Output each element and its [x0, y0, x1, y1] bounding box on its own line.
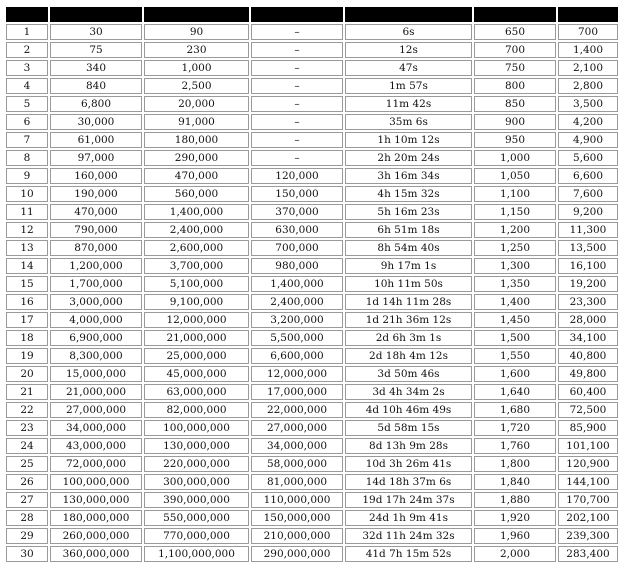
table-cell: 290,000,000	[251, 546, 343, 562]
table-cell: 1,720	[474, 420, 556, 436]
table-cell: 650	[474, 24, 556, 40]
table-cell: 3,000,000	[50, 294, 142, 310]
table-cell: –	[251, 114, 343, 130]
table-cell: 750	[474, 60, 556, 76]
table-cell: 5,100,000	[144, 276, 249, 292]
table-cell: 13,500	[558, 240, 618, 256]
table-cell: 72,500	[558, 402, 618, 418]
table-cell: 840	[50, 78, 142, 94]
table-cell: 10h 11m 50s	[345, 276, 472, 292]
table-cell: 16,100	[558, 258, 618, 274]
table-cell: 100,000,000	[144, 420, 249, 436]
table-cell: 90	[144, 24, 249, 40]
table-cell: 16	[6, 294, 48, 310]
table-cell: 144,100	[558, 474, 618, 490]
table-row	[6, 294, 618, 310]
table-row	[6, 348, 618, 364]
table-cell: 28,000	[558, 312, 618, 328]
table-cell: 8,300,000	[50, 348, 142, 364]
table-cell: 12,000,000	[144, 312, 249, 328]
table-cell: 85,900	[558, 420, 618, 436]
table-row	[6, 186, 618, 202]
table-cell: 26	[6, 474, 48, 490]
table-row	[6, 528, 618, 544]
table-cell: 27	[6, 492, 48, 508]
table-row	[6, 222, 618, 238]
table-cell: –	[251, 42, 343, 58]
table-cell: 7	[6, 132, 48, 148]
table-cell: 150,000,000	[251, 510, 343, 526]
table-row	[6, 312, 618, 328]
table-cell: 9,200	[558, 204, 618, 220]
table-row	[6, 546, 618, 562]
table-cell: 11,300	[558, 222, 618, 238]
table-cell: –	[251, 78, 343, 94]
table-cell: 10d 3h 26m 41s	[345, 456, 472, 472]
table-row	[6, 474, 618, 490]
table-cell: 120,000	[251, 168, 343, 184]
table-cell: 1d 21h 36m 12s	[345, 312, 472, 328]
table-cell: 5d 58m 15s	[345, 420, 472, 436]
table-cell: 9	[6, 168, 48, 184]
table-cell: 81,000,000	[251, 474, 343, 490]
table-cell: 6,600,000	[251, 348, 343, 364]
table-cell: 1,150	[474, 204, 556, 220]
table-cell: 4d 10h 46m 49s	[345, 402, 472, 418]
table-cell: 130,000,000	[144, 438, 249, 454]
table-cell: 61,000	[50, 132, 142, 148]
table-row	[6, 492, 618, 508]
table-cell: 220,000,000	[144, 456, 249, 472]
table-cell: 15,000,000	[50, 366, 142, 382]
table-cell: 1,200,000	[50, 258, 142, 274]
table-cell: 2,800	[558, 78, 618, 94]
table-cell: 800	[474, 78, 556, 94]
table-cell: 1,880	[474, 492, 556, 508]
table-row	[6, 204, 618, 220]
table-cell: 1,500	[474, 330, 556, 346]
table-cell: 160,000	[50, 168, 142, 184]
table-cell: 22	[6, 402, 48, 418]
table-cell: 19	[6, 348, 48, 364]
table-cell: 25	[6, 456, 48, 472]
table-cell: –	[251, 60, 343, 76]
table-row	[6, 60, 618, 76]
table-cell: 1,960	[474, 528, 556, 544]
table-cell: 180,000	[144, 132, 249, 148]
table-cell: 34,100	[558, 330, 618, 346]
table-cell: 7,600	[558, 186, 618, 202]
table-cell: 11m 42s	[345, 96, 472, 112]
table-cell: 17	[6, 312, 48, 328]
table-cell: 23	[6, 420, 48, 436]
table-cell: 21,000,000	[144, 330, 249, 346]
table-row	[6, 384, 618, 400]
table-cell: 11	[6, 204, 48, 220]
column-header	[144, 7, 249, 22]
column-header	[50, 7, 142, 22]
column-header	[6, 7, 48, 22]
table-cell: 1,100	[474, 186, 556, 202]
table-cell: 18	[6, 330, 48, 346]
table-cell: 63,000,000	[144, 384, 249, 400]
table-cell: 24	[6, 438, 48, 454]
table-row	[6, 240, 618, 256]
table-row	[6, 258, 618, 274]
table-cell: 1,550	[474, 348, 556, 364]
table-cell: 9h 17m 1s	[345, 258, 472, 274]
table-cell: 260,000,000	[50, 528, 142, 544]
table-cell: 190,000	[50, 186, 142, 202]
table-cell: 1,840	[474, 474, 556, 490]
table-cell: 17,000,000	[251, 384, 343, 400]
table-cell: 5,600	[558, 150, 618, 166]
table-cell: 82,000,000	[144, 402, 249, 418]
table-cell: 550,000,000	[144, 510, 249, 526]
table-cell: 1h 10m 12s	[345, 132, 472, 148]
table-cell: 370,000	[251, 204, 343, 220]
table-cell: 1d 14h 11m 28s	[345, 294, 472, 310]
table-cell: 770,000,000	[144, 528, 249, 544]
table-cell: 1,600	[474, 366, 556, 382]
table-cell: 230	[144, 42, 249, 58]
table-cell: 1,100,000,000	[144, 546, 249, 562]
table-cell: 180,000,000	[50, 510, 142, 526]
table-cell: 15	[6, 276, 48, 292]
table-cell: 12,000,000	[251, 366, 343, 382]
table-cell: 20	[6, 366, 48, 382]
table-cell: 1,760	[474, 438, 556, 454]
table-cell: 14d 18h 37m 6s	[345, 474, 472, 490]
table-cell: 3,700,000	[144, 258, 249, 274]
column-header	[558, 7, 618, 22]
table-cell: 3d 50m 46s	[345, 366, 472, 382]
table-row	[6, 114, 618, 130]
table-cell: 900	[474, 114, 556, 130]
table-cell: 22,000,000	[251, 402, 343, 418]
table-cell: 43,000,000	[50, 438, 142, 454]
table-cell: 390,000,000	[144, 492, 249, 508]
table-cell: 97,000	[50, 150, 142, 166]
table-cell: 27,000,000	[50, 402, 142, 418]
table-cell: 8	[6, 150, 48, 166]
table-cell: 2d 6h 3m 1s	[345, 330, 472, 346]
table-cell: 45,000,000	[144, 366, 249, 382]
column-header	[345, 7, 472, 22]
table-cell: 2,600,000	[144, 240, 249, 256]
table-cell: 91,000	[144, 114, 249, 130]
table-cell: 2,400,000	[251, 294, 343, 310]
table-cell: 700	[558, 24, 618, 40]
table-cell: 6	[6, 114, 48, 130]
table-cell: 21	[6, 384, 48, 400]
table-cell: 1,250	[474, 240, 556, 256]
table-cell: 2d 18h 4m 12s	[345, 348, 472, 364]
table-cell: 6,800	[50, 96, 142, 112]
table-cell: 29	[6, 528, 48, 544]
table-cell: 6h 51m 18s	[345, 222, 472, 238]
table-cell: 3,500	[558, 96, 618, 112]
table-cell: 35m 6s	[345, 114, 472, 130]
table-cell: 210,000,000	[251, 528, 343, 544]
table-cell: 470,000	[50, 204, 142, 220]
table-cell: 470,000	[144, 168, 249, 184]
table-cell: 850	[474, 96, 556, 112]
table-cell: 340	[50, 60, 142, 76]
table-cell: 4,000,000	[50, 312, 142, 328]
table-cell: 30	[50, 24, 142, 40]
table-cell: 4	[6, 78, 48, 94]
table-cell: 27,000,000	[251, 420, 343, 436]
table-cell: 100,000,000	[50, 474, 142, 490]
table-cell: 2,100	[558, 60, 618, 76]
table-cell: 1m 57s	[345, 78, 472, 94]
table-cell: 2,400,000	[144, 222, 249, 238]
table-cell: 1,400,000	[251, 276, 343, 292]
table-cell: 40,800	[558, 348, 618, 364]
table-row	[6, 330, 618, 346]
table-row	[6, 78, 618, 94]
table-cell: 75	[50, 42, 142, 58]
table-row	[6, 438, 618, 454]
table-cell: 1,400	[474, 294, 556, 310]
table-row	[6, 366, 618, 382]
table-cell: 5h 16m 23s	[345, 204, 472, 220]
table-cell: 30,000	[50, 114, 142, 130]
table-cell: 34,000,000	[251, 438, 343, 454]
table-cell: 1,400	[558, 42, 618, 58]
table-cell: 1,800	[474, 456, 556, 472]
table-cell: 72,000,000	[50, 456, 142, 472]
table-cell: 560,000	[144, 186, 249, 202]
table-cell: 49,800	[558, 366, 618, 382]
table-cell: 283,400	[558, 546, 618, 562]
table-cell: 12s	[345, 42, 472, 58]
table-cell: 980,000	[251, 258, 343, 274]
table-cell: 10	[6, 186, 48, 202]
table-row	[6, 96, 618, 112]
table-cell: 4,900	[558, 132, 618, 148]
table-cell: 24d 1h 9m 41s	[345, 510, 472, 526]
table-cell: 1,300	[474, 258, 556, 274]
table-cell: 30	[6, 546, 48, 562]
table-cell: 23,300	[558, 294, 618, 310]
table-cell: 34,000,000	[50, 420, 142, 436]
table-cell: 28	[6, 510, 48, 526]
table-cell: 8d 13h 9m 28s	[345, 438, 472, 454]
table-cell: 2	[6, 42, 48, 58]
table-cell: 19d 17h 24m 37s	[345, 492, 472, 508]
table-header-row	[6, 7, 618, 22]
table-cell: 700,000	[251, 240, 343, 256]
table-cell: 120,900	[558, 456, 618, 472]
table-cell: 360,000,000	[50, 546, 142, 562]
table-cell: 5	[6, 96, 48, 112]
table-cell: 170,700	[558, 492, 618, 508]
table-row	[6, 150, 618, 166]
table-cell: 101,100	[558, 438, 618, 454]
table-cell: 4h 15m 32s	[345, 186, 472, 202]
table-cell: 25,000,000	[144, 348, 249, 364]
table-cell: 58,000,000	[251, 456, 343, 472]
table-cell: 790,000	[50, 222, 142, 238]
table-cell: 3h 16m 34s	[345, 168, 472, 184]
table-row	[6, 24, 618, 40]
table-cell: 13	[6, 240, 48, 256]
table-cell: 290,000	[144, 150, 249, 166]
table-cell: –	[251, 150, 343, 166]
table-cell: 47s	[345, 60, 472, 76]
table-row	[6, 420, 618, 436]
table-cell: 21,000,000	[50, 384, 142, 400]
table-cell: 3	[6, 60, 48, 76]
table-cell: 14	[6, 258, 48, 274]
table-cell: 8h 54m 40s	[345, 240, 472, 256]
table-row	[6, 456, 618, 472]
table-cell: 870,000	[50, 240, 142, 256]
table-cell: 19,200	[558, 276, 618, 292]
table-row	[6, 168, 618, 184]
table-cell: 20,000	[144, 96, 249, 112]
table-cell: 130,000,000	[50, 492, 142, 508]
table-cell: 2,500	[144, 78, 249, 94]
column-header	[251, 7, 343, 22]
level-table	[4, 5, 620, 564]
table-cell: 1,200	[474, 222, 556, 238]
table-cell: 2,000	[474, 546, 556, 562]
table-cell: 110,000,000	[251, 492, 343, 508]
table-cell: 630,000	[251, 222, 343, 238]
table-cell: 1,050	[474, 168, 556, 184]
table-cell: 300,000,000	[144, 474, 249, 490]
table-cell: 4,200	[558, 114, 618, 130]
table-cell: –	[251, 96, 343, 112]
table-cell: 6,600	[558, 168, 618, 184]
table-cell: 9,100,000	[144, 294, 249, 310]
table-cell: –	[251, 24, 343, 40]
table-cell: 1,000	[474, 150, 556, 166]
table-row	[6, 510, 618, 526]
table-cell: 6,900,000	[50, 330, 142, 346]
table-cell: 12	[6, 222, 48, 238]
table-cell: 1,450	[474, 312, 556, 328]
table-cell: 239,300	[558, 528, 618, 544]
table-cell: 700	[474, 42, 556, 58]
table-cell: 1	[6, 24, 48, 40]
table-row	[6, 42, 618, 58]
table-row	[6, 402, 618, 418]
table-row	[6, 132, 618, 148]
table-cell: 1,680	[474, 402, 556, 418]
table-cell: 1,700,000	[50, 276, 142, 292]
table-cell: 3d 4h 34m 2s	[345, 384, 472, 400]
table-cell: 150,000	[251, 186, 343, 202]
table-cell: 32d 11h 24m 32s	[345, 528, 472, 544]
table-cell: 1,000	[144, 60, 249, 76]
level-table-container	[4, 5, 620, 564]
table-cell: 1,400,000	[144, 204, 249, 220]
table-body	[6, 24, 618, 562]
table-cell: 2h 20m 24s	[345, 150, 472, 166]
table-cell: 1,640	[474, 384, 556, 400]
table-cell: 60,400	[558, 384, 618, 400]
column-header	[474, 7, 556, 22]
table-cell: 5,500,000	[251, 330, 343, 346]
table-cell: 1,920	[474, 510, 556, 526]
table-cell: 202,100	[558, 510, 618, 526]
table-cell: 950	[474, 132, 556, 148]
table-cell: 6s	[345, 24, 472, 40]
table-cell: –	[251, 132, 343, 148]
table-cell: 41d 7h 15m 52s	[345, 546, 472, 562]
table-cell: 1,350	[474, 276, 556, 292]
table-row	[6, 276, 618, 292]
table-cell: 3,200,000	[251, 312, 343, 328]
